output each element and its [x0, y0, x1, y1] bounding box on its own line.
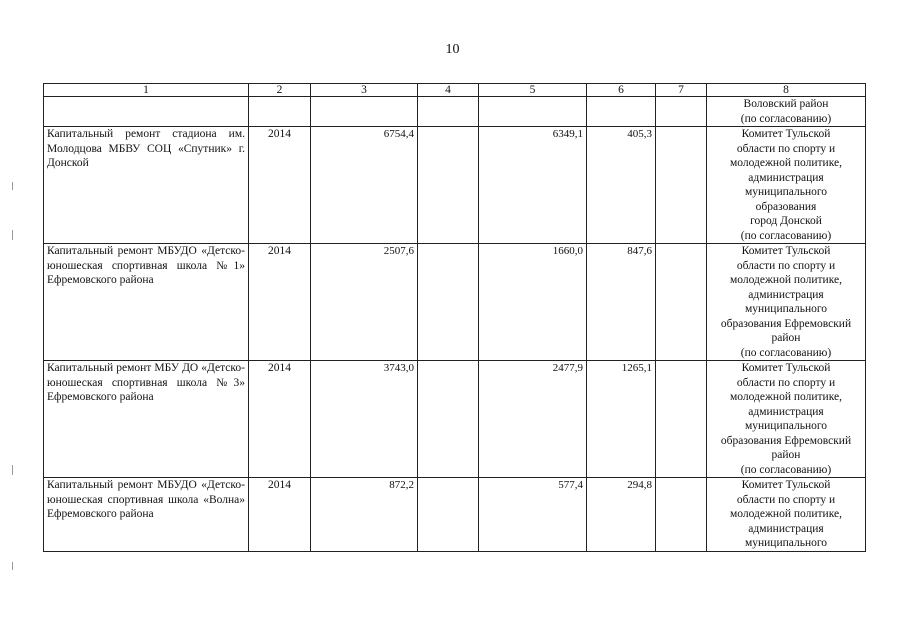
responsible-cell	[707, 97, 866, 127]
responsible-line: Комитет Тульской	[741, 245, 831, 257]
responsible-line: муниципального	[744, 186, 828, 198]
year-cell: 2014	[249, 244, 311, 361]
responsible-line: город Донской	[750, 215, 822, 227]
amount-cell: 405,3	[587, 127, 656, 244]
table-row	[44, 127, 866, 244]
responsible-line: муниципального	[744, 303, 828, 315]
program-table	[43, 83, 866, 552]
responsible-line: администрация	[748, 522, 824, 535]
total-amount-cell: 2507,6	[311, 244, 418, 361]
responsible-line: администрация	[748, 171, 824, 184]
amount-cell	[656, 127, 707, 244]
responsible-line: молодежной политике,	[730, 157, 842, 169]
amount-cell	[418, 127, 479, 244]
project-name-cell: Капитальный ремонт МБУДО «Детско-юношеская спортивная школа №1» Ефремовского района	[44, 244, 249, 361]
table-row	[44, 361, 866, 478]
responsible-line: (по согласованию)	[740, 112, 832, 125]
responsible-line: Комитет Тульской	[741, 362, 831, 374]
responsible-line: области по спорту и	[736, 142, 836, 155]
responsible-line: молодежной политике,	[730, 391, 842, 403]
responsible-line: Воловский район	[743, 98, 829, 110]
responsible-line: области по спорту и	[736, 376, 836, 389]
amount-cell	[656, 361, 707, 478]
responsible-line: молодежной политике,	[730, 274, 842, 286]
responsible-line: администрация	[748, 288, 824, 301]
responsible-line: области по спорту и	[736, 493, 836, 506]
project-name-cell: Капитальный ремонт МБУ ДО «Детско-юношеская спортивная школа №3» Ефремовского района	[44, 361, 249, 478]
amount-cell: 1265,1	[587, 361, 656, 478]
amount-cell	[418, 478, 479, 552]
amount-cell	[656, 478, 707, 552]
amount-cell: 294,8	[587, 478, 656, 552]
responsible-line: образования	[755, 200, 817, 213]
responsible-line: Комитет Тульской	[741, 479, 831, 491]
amount-cell: 847,6	[587, 244, 656, 361]
project-name-cell: Капитальный ремонт стадиона им. Молодцова МБВУ СОЦ «Спутник» г. Донской	[44, 127, 249, 244]
year-cell: 2014	[249, 361, 311, 478]
responsible-line: (по согласованию)	[740, 346, 832, 359]
responsible-line: район	[771, 449, 801, 461]
responsible-line: администрация	[748, 405, 824, 418]
column-header: 3	[311, 84, 418, 97]
responsible-line: район	[771, 332, 801, 344]
responsible-line: (по согласованию)	[740, 229, 832, 242]
table-row	[44, 244, 866, 361]
total-amount-cell: 3743,0	[311, 361, 418, 478]
scan-mark	[12, 182, 13, 190]
continued-row	[44, 97, 866, 127]
total-amount-cell: 6754,4	[311, 127, 418, 244]
responsible-line: Комитет Тульской	[741, 128, 831, 140]
responsible-line: муниципального	[744, 537, 828, 549]
responsible-cell	[707, 127, 866, 244]
column-header: 5	[479, 84, 587, 97]
responsible-line: образования Ефремовский	[720, 434, 852, 447]
responsible-line: муниципального	[744, 420, 828, 432]
column-header: 4	[418, 84, 479, 97]
responsible-cell	[707, 244, 866, 361]
scan-mark	[12, 562, 13, 570]
project-name-cell: Капитальный ремонт МБУДО «Детско-юношеская спортивная школа «Волна» Ефремовского района	[44, 478, 249, 552]
amount-cell: 577,4	[479, 478, 587, 552]
page-number: 10	[445, 42, 460, 57]
responsible-line: молодежной политике,	[730, 508, 842, 520]
total-amount-cell: 872,2	[311, 478, 418, 552]
amount-cell: 6349,1	[479, 127, 587, 244]
column-header: 2	[249, 84, 311, 97]
table-row	[44, 478, 866, 552]
year-cell: 2014	[249, 127, 311, 244]
responsible-cell	[707, 478, 866, 552]
scan-mark	[12, 465, 13, 475]
amount-cell	[418, 244, 479, 361]
responsible-line: (по согласованию)	[740, 463, 832, 476]
column-header: 8	[707, 84, 866, 97]
table-body	[44, 127, 866, 552]
amount-cell: 1660,0	[479, 244, 587, 361]
column-number-row	[44, 84, 866, 97]
responsible-cell	[707, 361, 866, 478]
amount-cell	[656, 244, 707, 361]
column-header: 6	[587, 84, 656, 97]
responsible-line: образования Ефремовский	[720, 317, 852, 330]
responsible-line: области по спорту и	[736, 259, 836, 272]
amount-cell	[418, 361, 479, 478]
amount-cell: 2477,9	[479, 361, 587, 478]
column-header: 7	[656, 84, 707, 97]
year-cell: 2014	[249, 478, 311, 552]
scan-mark	[12, 230, 13, 240]
column-header: 1	[44, 84, 249, 97]
